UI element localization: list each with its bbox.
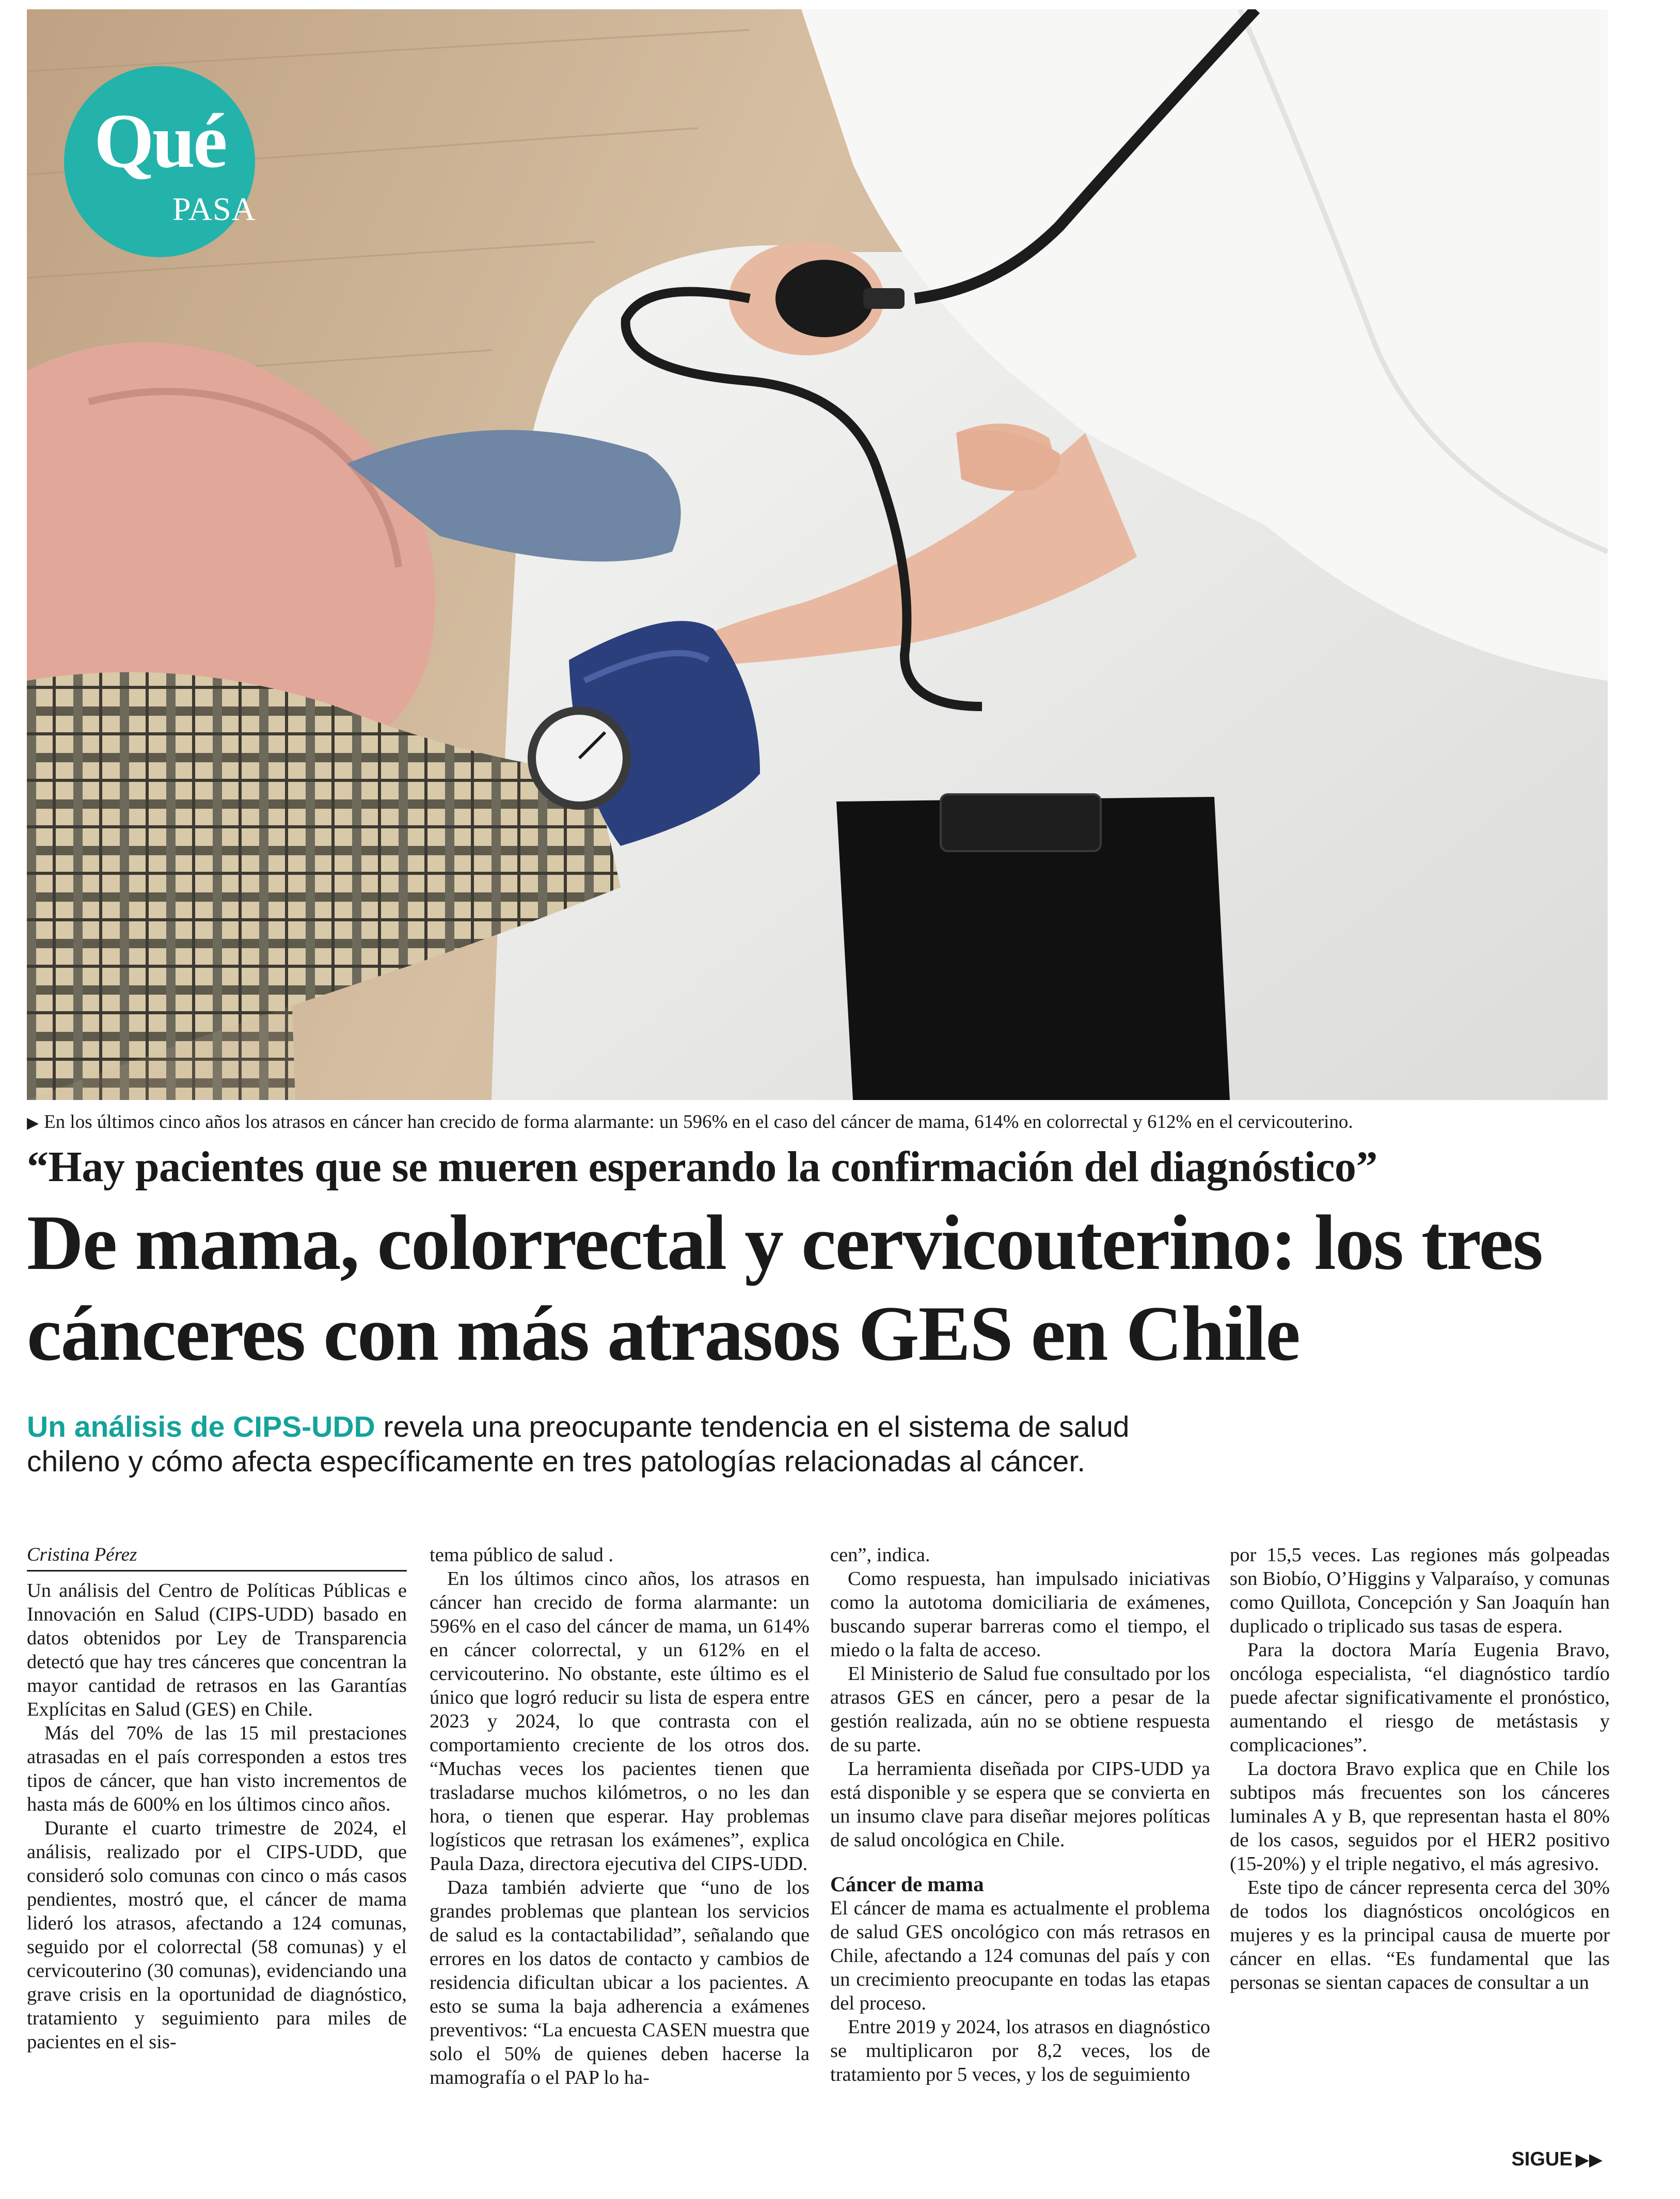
triangle-right-icon: ▶	[27, 1114, 39, 1132]
continue-label: SIGUE	[1511, 2148, 1573, 2170]
article-column-4	[1230, 1543, 1610, 1994]
page-title: De mama, colorrectal y cervicouterino: los tres cánceres con más atrasos GES en Chile	[27, 1199, 1543, 1377]
kicker-quote: “Hay pacientes que se mueren esperando la confirmación del diagnóstico”	[27, 1143, 1377, 1191]
deck-summary	[27, 1410, 1163, 1479]
paragraph: Más del 70% de las 15 mil prestaciones atrasadas en el país corresponden a estos tres tipos de cáncer, que han visto incrementos de hasta más de 600% en los últimos cinco años.	[27, 1722, 407, 1815]
paragraph: Como respuesta, han impulsado iniciativas como la autotoma domiciliaria de exámenes, buscando superar barreras como el tiempo, el miedo o la falta de acceso.	[830, 1568, 1210, 1661]
article-column-2	[430, 1543, 810, 2090]
paragraph: La herramienta diseñada por CIPS-UDD ya está disponible y se espera que se convierta en un insumo clave para diseñar mejores políticas de salud oncológica en Chile.	[830, 1758, 1210, 1851]
logo-word-pasa: PASA	[172, 191, 256, 227]
paragraph: Daza también advierte que “uno de los grandes problemas que plantean los servicios de salud es la contactabilidad”, señalando que errores en los datos de contacto y cambios de residencia dificultan ubicar a los pacientes. A esto se suma la baja adherencia a exámenes preventivos: “La encuesta CASEN muestra que solo el 50% de quienes deben hacerse la mamografía o el PAP lo ha-	[430, 1877, 810, 2088]
photo-caption	[27, 1110, 1617, 1135]
paragraph: Para la doctora María Eugenia Bravo, oncóloga especialista, “el diagnóstico tardío puede afectar significativamente el pronóstico, aumentando el riesgo de metástasis y complicaciones”.	[1230, 1639, 1610, 1756]
deck-lead: Un análisis de CIPS-UDD	[27, 1410, 375, 1443]
article-column-3	[830, 1543, 1210, 2086]
paragraph: El cáncer de mama es actualmente el problema de salud GES oncológico con más retrasos en Chile, afectando a 124 comunas del país y con un crecimiento preocupante en todas las etapas del proceso.	[830, 1897, 1210, 2014]
paragraph: Este tipo de cáncer representa cerca del 30% de todos los diagnósticos oncológicos en mujeres y es la principal causa de muerte por cáncer en ellas. “Es fundamental que las personas se sientan capaces de consultar a un	[1230, 1877, 1610, 1993]
paragraph: Entre 2019 y 2024, los atrasos en diagnóstico se multiplicaron por 8,2 veces, los de tratamiento por 5 veces, y los de seguimiento	[830, 2016, 1210, 2085]
paragraph: Durante el cuarto trimestre de 2024, el análisis, realizado por el CIPS-UDD, que consideró solo comunas con cinco o más casos pendientes, mostró que, el cáncer de mama lideró los atrasos, afectando a 124 comunas, seguido por el colorrectal (58 comunas) y el cervicouterino (30 comunas), evidenciando una grave crisis en la oportunidad de diagnóstico, tratamiento y seguimiento para miles de pacientes en el sis-	[27, 1817, 407, 2053]
continue-marker	[1511, 2148, 1603, 2171]
paragraph: cen”, indica.	[830, 1544, 930, 1566]
paragraph: En los últimos cinco años, los atrasos en cáncer han crecido de forma alarmante: un 596% en el caso del cáncer de mama, un 614% en cáncer colorrectal, y un 612% en el cervicouterino. No obstante, este último es el único que logró reducir su lista de espera entre 2023 y 2024, lo que contrasta con el comportamiento creciente de los otros dos. “Muchas veces los pacientes tienen que trasladarse muchos kilómetros, o no les dan hora, o tienen que esperar. Hay problemas logísticos que retrasan los exámenes”, explica Paula Daza, directora ejecutiva del CIPS-UDD.	[430, 1568, 810, 1875]
paragraph: tema público de salud .	[430, 1544, 614, 1566]
que-pasa-logo	[64, 66, 255, 257]
article-column-1	[27, 1543, 407, 2054]
blood-pressure-illustration	[27, 9, 1608, 1100]
paragraph: Un análisis del Centro de Políticas Públicas e Innovación en Salud (CIPS-UDD) basado en datos obtenidos por Ley de Transparencia detectó que hay tres cánceres que concentran la mayor cantidad de retrasos en las Garantías Explícitas en Salud (GES) en Chile.	[27, 1580, 407, 1720]
hero-photo	[27, 9, 1608, 1100]
logo-word-que: Qué	[94, 98, 226, 184]
paragraph: La doctora Bravo explica que en Chile los subtipos más frecuentes son los cánceres luminales A y B, que representan hasta el 80% de los casos, seguidos por el HER2 positivo (15-20%) y el triple negativo, el más agresivo.	[1230, 1758, 1610, 1875]
caption-text: En los últimos cinco años los atrasos en cáncer han crecido de forma alarmante: un 596% en el caso del cáncer de mama, 614% en colorrectal y 612% en el cervicouterino.	[44, 1111, 1353, 1133]
deck-text: revela una preocupante tendencia en el sistema de salud chileno y cómo afecta específicamente en tres patologías relacionadas al cáncer.	[27, 1410, 1130, 1478]
section-subhead: Cáncer de mama	[830, 1872, 984, 1896]
byline-author: Cristina Pérez	[27, 1543, 407, 1572]
paragraph: por 15,5 veces. Las regiones más golpeadas son Biobío, O’Higgins y Valparaíso, y comunas como Quillota, Concepción y San Joaquín han duplicado o triplicado sus tasas de espera.	[1230, 1544, 1610, 1637]
double-arrow-right-icon: ▶▶	[1575, 2149, 1603, 2170]
paragraph: El Ministerio de Salud fue consultado por los atrasos GES en cáncer, pero a pesar de la gestión realizada, aún no se obtiene respuesta de su parte.	[830, 1663, 1210, 1756]
